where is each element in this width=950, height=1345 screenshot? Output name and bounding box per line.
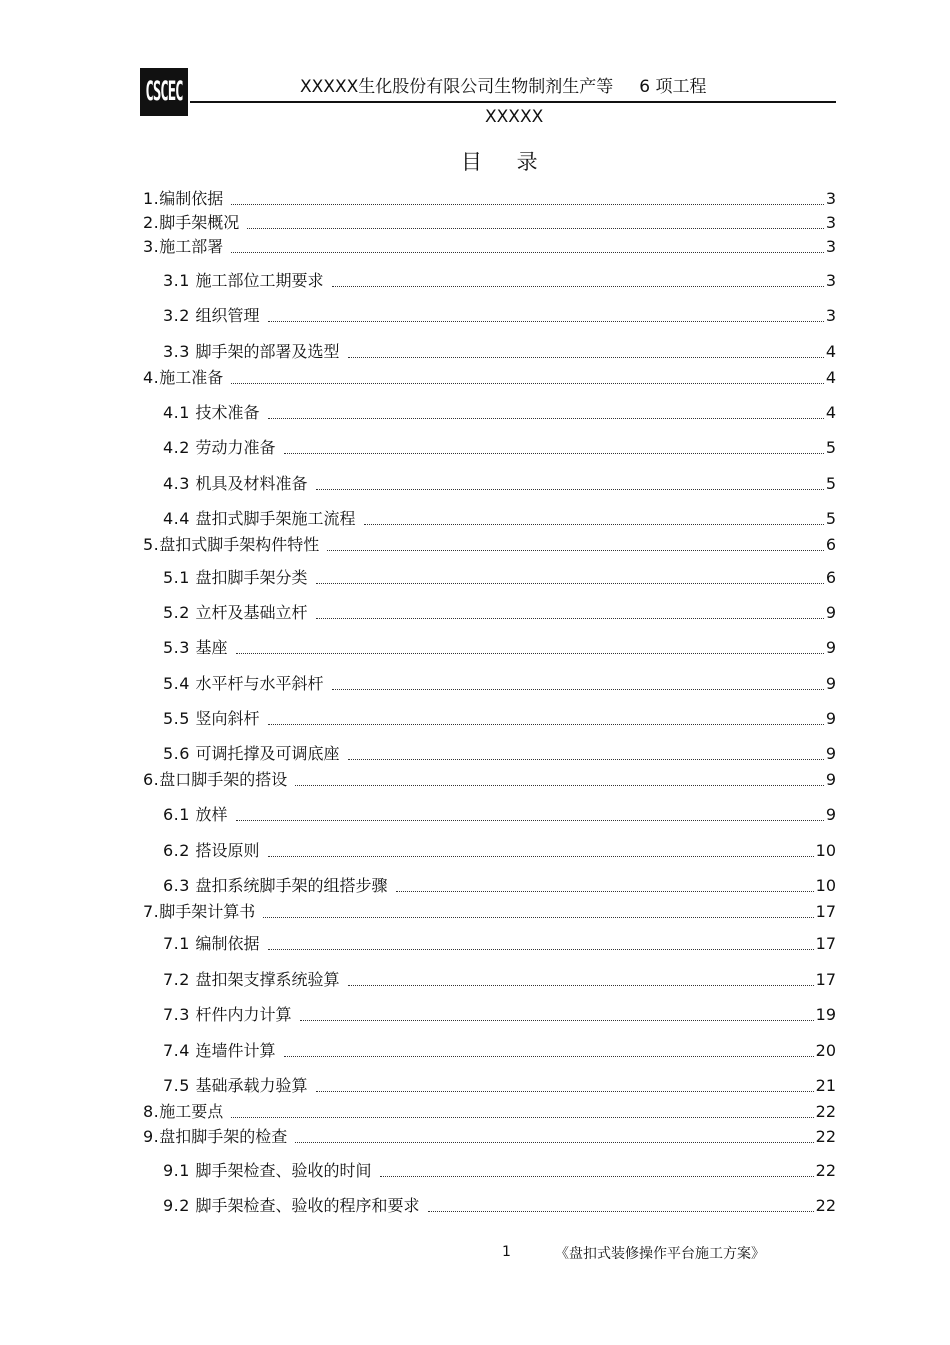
toc-entry-label	[163, 1196, 420, 1216]
toc-entry-page: 5	[825, 474, 836, 493]
toc-entry-number: 5.1	[163, 568, 196, 587]
toc-entry-page: 17	[815, 902, 836, 921]
toc-entry-page: 10	[815, 876, 836, 895]
toc-entry-label	[163, 603, 308, 623]
toc-entry[interactable]	[0, 438, 950, 462]
toc-entry[interactable]	[0, 535, 950, 559]
toc-entry[interactable]	[0, 368, 950, 392]
toc-entry-label	[163, 674, 324, 694]
toc-entry-number: 6.1	[163, 805, 196, 824]
toc-entry-text: 施工准备	[159, 368, 224, 387]
footer-document-title: 《盘扣式装修操作平台施工方案》	[555, 1246, 765, 1262]
toc-entry-text: 脚手架检查、验收的时间	[195, 1161, 372, 1180]
toc-entry[interactable]	[0, 638, 950, 662]
toc-entry[interactable]	[0, 876, 950, 900]
toc-entry-number: 4.	[143, 368, 160, 387]
toc-entry-text: 盘扣脚手架的检查	[159, 1127, 288, 1146]
toc-entry-page: 10	[815, 841, 836, 860]
toc-entry-number: 9.	[143, 1127, 160, 1146]
toc-entry-label	[163, 271, 324, 291]
toc-entry-text: 施工部位工期要求	[195, 271, 324, 290]
toc-dot-leader	[268, 321, 824, 322]
toc-dot-leader	[231, 1117, 814, 1118]
toc-entry[interactable]	[0, 237, 950, 261]
toc-dot-leader	[348, 759, 824, 760]
toc-entry-page: 9	[825, 709, 836, 728]
toc-entry-page: 6	[825, 568, 836, 587]
toc-entry[interactable]	[0, 1196, 950, 1220]
toc-entry-number: 5.2	[163, 603, 196, 622]
toc-entry-label	[163, 568, 308, 588]
toc-dot-leader	[284, 1056, 814, 1057]
toc-entry-text: 编制依据	[195, 934, 260, 953]
toc-entry-page: 19	[815, 1005, 836, 1024]
toc-entry[interactable]	[0, 306, 950, 330]
toc-entry[interactable]	[0, 1127, 950, 1151]
toc-entry-number: 4.4	[163, 509, 196, 528]
toc-dot-leader	[268, 418, 824, 419]
toc-dot-leader	[268, 856, 814, 857]
toc-entry-text: 竖向斜杆	[195, 709, 260, 728]
toc-entry-text: 立杆及基础立杆	[195, 603, 308, 622]
toc-dot-leader	[295, 1142, 814, 1143]
toc-entry-label	[143, 1102, 223, 1122]
toc-entry[interactable]	[0, 841, 950, 865]
toc-entry-number: 6.	[143, 770, 160, 789]
toc-entry[interactable]	[0, 770, 950, 794]
header-title	[300, 72, 706, 97]
toc-dot-leader	[316, 583, 824, 584]
toc-entry-label	[163, 638, 228, 658]
toc-entry-number: 7.	[143, 902, 160, 921]
toc-dot-leader	[236, 653, 824, 654]
toc-entry-label	[163, 306, 260, 326]
toc-entry-page: 3	[825, 189, 836, 208]
toc-entry-page: 22	[815, 1196, 836, 1215]
toc-dot-leader	[316, 1091, 814, 1092]
toc-dot-leader	[263, 917, 814, 918]
toc-entry-number: 9.2	[163, 1196, 196, 1215]
toc-entry[interactable]	[0, 1161, 950, 1185]
toc-dot-leader	[231, 252, 824, 253]
toc-entry-text: 盘口脚手架的搭设	[159, 770, 288, 789]
toc-entry-page: 22	[815, 1102, 836, 1121]
toc-entry-text: 盘扣脚手架分类	[195, 568, 308, 587]
toc-entry-number: 3.2	[163, 306, 196, 325]
toc-dot-leader	[396, 891, 814, 892]
toc-dot-leader	[236, 820, 824, 821]
toc-entry-text: 脚手架检查、验收的程序和要求	[195, 1196, 420, 1215]
toc-dot-leader	[247, 228, 824, 229]
toc-entry-label	[143, 770, 287, 790]
toc-entry[interactable]	[0, 934, 950, 958]
toc-entry[interactable]	[0, 805, 950, 829]
toc-entry-text: 劳动力准备	[195, 438, 276, 457]
toc-entry-number: 5.5	[163, 709, 196, 728]
toc-entry-page: 9	[825, 770, 836, 789]
toc-entry-number: 6.3	[163, 876, 196, 895]
toc-entry-label	[163, 342, 340, 362]
header-title-project: XXXXX生化股份有限公司生物制剂生产等	[300, 77, 614, 97]
footer-page-number: 1	[502, 1244, 511, 1260]
toc-entry-text: 技术准备	[195, 403, 260, 422]
toc-entry[interactable]	[0, 1076, 950, 1100]
toc-entry-label	[163, 744, 340, 764]
toc-entry-number: 4.2	[163, 438, 196, 457]
toc-entry[interactable]	[0, 709, 950, 733]
toc-entry-label	[143, 189, 223, 209]
toc-dot-leader	[268, 949, 814, 950]
toc-entry-text: 脚手架的部署及选型	[195, 342, 340, 361]
toc-entry-text: 盘扣式脚手架施工流程	[195, 509, 356, 528]
toc-entry-text: 施工部署	[159, 237, 224, 256]
toc-entry-number: 4.3	[163, 474, 196, 493]
toc-entry-number: 2.	[143, 213, 160, 232]
toc-dot-leader	[316, 618, 824, 619]
toc-dot-leader	[332, 689, 824, 690]
toc-entry-text: 基座	[195, 638, 228, 657]
toc-entry-label	[163, 934, 260, 954]
toc-dot-leader	[380, 1176, 814, 1177]
toc-entry-number: 7.1	[163, 934, 196, 953]
toc-entry-text: 连墙件计算	[195, 1041, 276, 1060]
toc-entry-number: 5.6	[163, 744, 196, 763]
toc-entry-number: 8.	[143, 1102, 160, 1121]
toc-dot-leader	[348, 985, 814, 986]
toc-dot-leader	[327, 550, 824, 551]
toc-entry[interactable]	[0, 403, 950, 427]
toc-dot-leader	[300, 1020, 814, 1021]
logo-text: CSCEC	[145, 77, 183, 108]
header-subtitle: XXXXX	[485, 107, 544, 127]
toc-entry-text: 可调托撑及可调底座	[195, 744, 340, 763]
toc-entry-label	[163, 1005, 292, 1025]
toc-entry[interactable]	[0, 271, 950, 295]
toc-entry-number: 3.	[143, 237, 160, 256]
toc-entry-number: 7.3	[163, 1005, 196, 1024]
toc-entry-page: 17	[815, 970, 836, 989]
toc-entry[interactable]	[0, 568, 950, 592]
toc-entry[interactable]	[0, 509, 950, 533]
toc-entry-text: 脚手架概况	[159, 213, 240, 232]
toc-entry-label	[163, 1041, 276, 1061]
toc-entry[interactable]	[0, 970, 950, 994]
header-title-count: 6 项工程	[639, 77, 707, 97]
toc-entry-page: 22	[815, 1161, 836, 1180]
toc-entry-page: 5	[825, 509, 836, 528]
toc-entry-number: 1.	[143, 189, 160, 208]
toc-dot-leader	[364, 524, 824, 525]
toc-entry-page: 9	[825, 805, 836, 824]
toc-entry-text: 施工要点	[159, 1102, 224, 1121]
toc-dot-leader	[348, 357, 824, 358]
toc-entry[interactable]	[0, 474, 950, 498]
toc-entry[interactable]	[0, 1005, 950, 1029]
toc-entry-label	[163, 970, 340, 990]
toc-entry-number: 7.2	[163, 970, 196, 989]
toc-entry-page: 4	[825, 368, 836, 387]
toc-entry-label	[163, 438, 276, 458]
toc-entry-label	[163, 841, 260, 861]
toc-entry-page: 9	[825, 638, 836, 657]
toc-entry-label	[163, 474, 308, 494]
toc-dot-leader	[295, 785, 824, 786]
toc-entry-page: 4	[825, 342, 836, 361]
toc-entry-page: 9	[825, 744, 836, 763]
toc-entry-label	[143, 535, 319, 555]
toc-entry-page: 6	[825, 535, 836, 554]
toc-entry[interactable]	[0, 1041, 950, 1065]
toc-entry-text: 盘扣架支撑系统验算	[195, 970, 340, 989]
header-rule	[190, 101, 836, 103]
toc-entry-label	[163, 709, 260, 729]
toc-dot-leader	[231, 204, 824, 205]
toc-entry-number: 7.4	[163, 1041, 196, 1060]
toc-entry-number: 6.2	[163, 841, 196, 860]
toc-entry[interactable]	[0, 603, 950, 627]
toc-dot-leader	[231, 383, 824, 384]
toc-dot-leader	[268, 724, 824, 725]
toc-title: 目 录	[461, 150, 552, 174]
toc-entry[interactable]	[0, 1102, 950, 1126]
toc-entry-text: 脚手架计算书	[159, 902, 256, 921]
toc-entry-page: 9	[825, 603, 836, 622]
toc-entry-number: 9.1	[163, 1161, 196, 1180]
toc-entry-label	[163, 1161, 372, 1181]
toc-entry[interactable]	[0, 342, 950, 366]
toc-entry-page: 3	[825, 306, 836, 325]
toc-entry-page: 4	[825, 403, 836, 422]
toc-entry-label	[163, 1076, 308, 1096]
toc-entry-number: 5.	[143, 535, 160, 554]
toc-entry-text: 水平杆与水平斜杆	[195, 674, 324, 693]
toc-entry-number: 3.1	[163, 271, 196, 290]
toc-entry-label	[163, 403, 260, 423]
toc-entry-number: 4.1	[163, 403, 196, 422]
toc-entry-number: 5.4	[163, 674, 196, 693]
toc-entry-text: 盘扣系统脚手架的组搭步骤	[195, 876, 388, 895]
toc-entry-text: 机具及材料准备	[195, 474, 308, 493]
toc-entry-page: 22	[815, 1127, 836, 1146]
toc-entry-page: 3	[825, 213, 836, 232]
toc-entry[interactable]	[0, 902, 950, 926]
toc-entry-label	[143, 902, 255, 922]
toc-entry-text: 编制依据	[159, 189, 224, 208]
toc-entry-number: 7.5	[163, 1076, 196, 1095]
toc-entry-page: 21	[815, 1076, 836, 1095]
toc-entry-label	[163, 805, 228, 825]
toc-entry-page: 20	[815, 1041, 836, 1060]
toc-dot-leader	[332, 286, 824, 287]
toc-entry-text: 基础承载力验算	[195, 1076, 308, 1095]
toc-entry[interactable]	[0, 213, 950, 237]
toc-entry-text: 放样	[195, 805, 228, 824]
toc-entry-label	[163, 876, 388, 896]
toc-entry-page: 3	[825, 271, 836, 290]
toc-entry-page: 5	[825, 438, 836, 457]
toc-entry-label	[143, 368, 223, 388]
toc-entry[interactable]	[0, 674, 950, 698]
toc-entry-text: 搭设原则	[195, 841, 260, 860]
company-logo	[140, 68, 188, 116]
toc-entry-label	[143, 237, 223, 257]
toc-entry[interactable]	[0, 744, 950, 768]
toc-entry-page: 17	[815, 934, 836, 953]
toc-entry-text: 杆件内力计算	[195, 1005, 292, 1024]
toc-dot-leader	[284, 453, 824, 454]
toc-entry-label	[143, 1127, 287, 1147]
toc-entry-label	[143, 213, 239, 233]
toc-entry[interactable]	[0, 189, 950, 213]
toc-entry-page: 9	[825, 674, 836, 693]
toc-dot-leader	[428, 1211, 814, 1212]
toc-entry-number: 5.3	[163, 638, 196, 657]
toc-entry-label	[163, 509, 356, 529]
toc-dot-leader	[316, 489, 824, 490]
toc-entry-page: 3	[825, 237, 836, 256]
toc-entry-number: 3.3	[163, 342, 196, 361]
toc-entry-text: 盘扣式脚手架构件特性	[159, 535, 320, 554]
toc-entry-text: 组织管理	[195, 306, 260, 325]
